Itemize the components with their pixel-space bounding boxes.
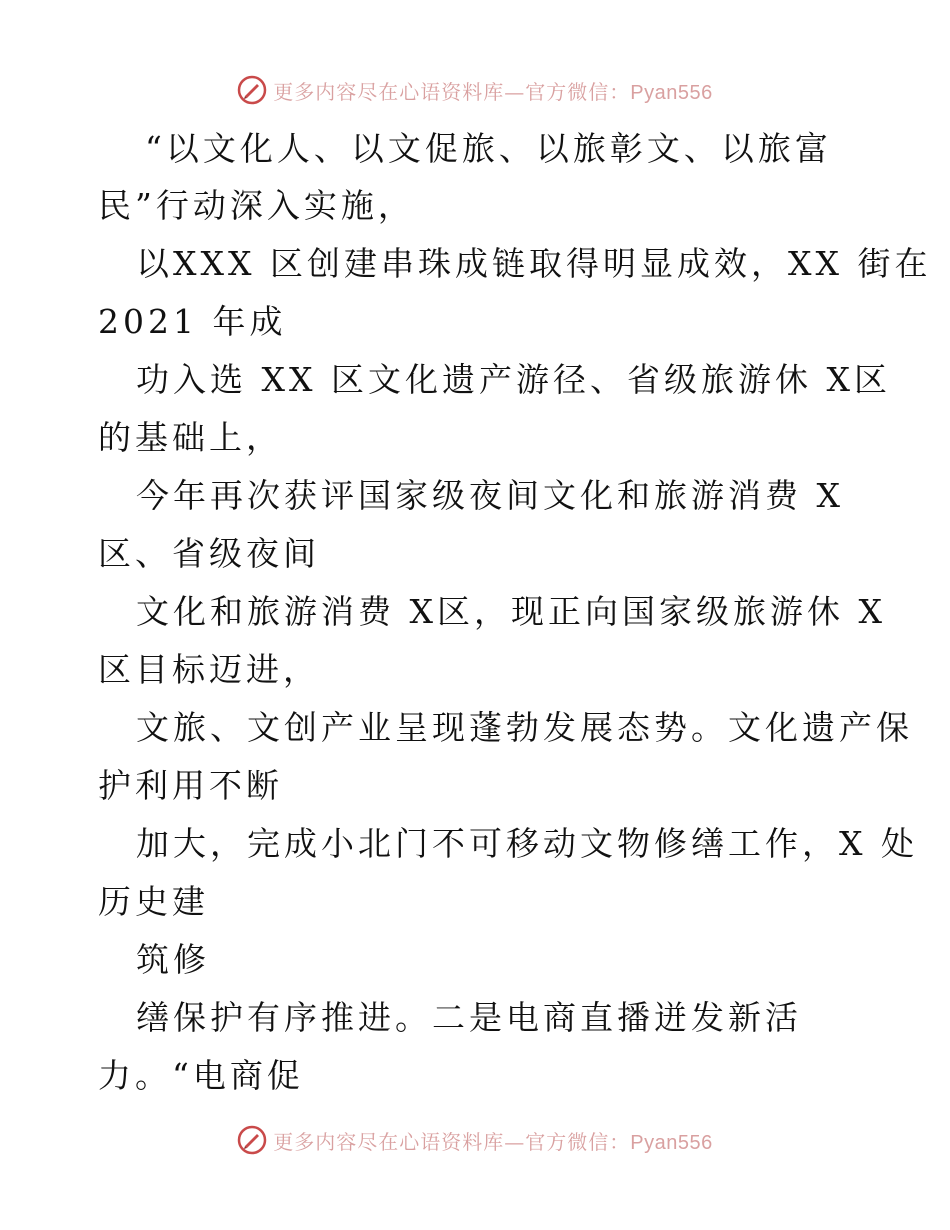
body-line: 文化和旅游消费 X区，现正向国家级旅游休 X	[136, 592, 886, 631]
footer-wechat-id: Pyan556	[630, 1131, 713, 1154]
body-line: 护利用不断	[98, 766, 283, 805]
footer-watermark-banner	[0, 1120, 950, 1160]
body-line: 区目标迈进，	[98, 650, 320, 689]
body-line: 区、省级夜间	[98, 534, 320, 573]
footer-banner-prefix: 更多内容尽在心语资料库—官方微信：	[273, 1129, 631, 1154]
body-line: 文旅、文创产业呈现蓬勃发展态势。文化遗产保	[136, 708, 913, 747]
body-line: 历史建	[98, 882, 209, 921]
body-line: 今年再次获评国家级夜间文化和旅游消费 X	[136, 476, 844, 515]
header-banner-text	[273, 76, 712, 105]
body-line: 筑修	[136, 940, 210, 979]
body-line: 以XXX 区创建串珠成链取得明显成效，XX 街在	[136, 244, 932, 283]
header-banner-prefix: 更多内容尽在心语资料库—官方微信：	[273, 79, 631, 104]
body-line: 功入选 XX 区文化遗产游径、省级旅游休 X区	[136, 360, 891, 399]
body-line: 2021 年成	[98, 302, 287, 341]
body-line: 加大，完成小北门不可移动文物修缮工作，X 处	[136, 824, 918, 863]
body-line: 民”行动深入实施，	[98, 186, 415, 225]
footer-banner-text	[273, 1126, 712, 1155]
header-watermark-banner	[0, 70, 950, 110]
body-line: 的基础上，	[98, 418, 283, 457]
body-line: 缮保护有序推进。二是电商直播迸发新活	[136, 998, 802, 1037]
header-wechat-id: Pyan556	[630, 81, 713, 104]
pen-logo-icon	[237, 75, 267, 105]
body-line: “以文化人、以文促旅、以旅彰文、以旅富	[145, 129, 832, 168]
body-line: 力。“电商促	[98, 1056, 304, 1095]
pen-logo-icon	[237, 1125, 267, 1155]
